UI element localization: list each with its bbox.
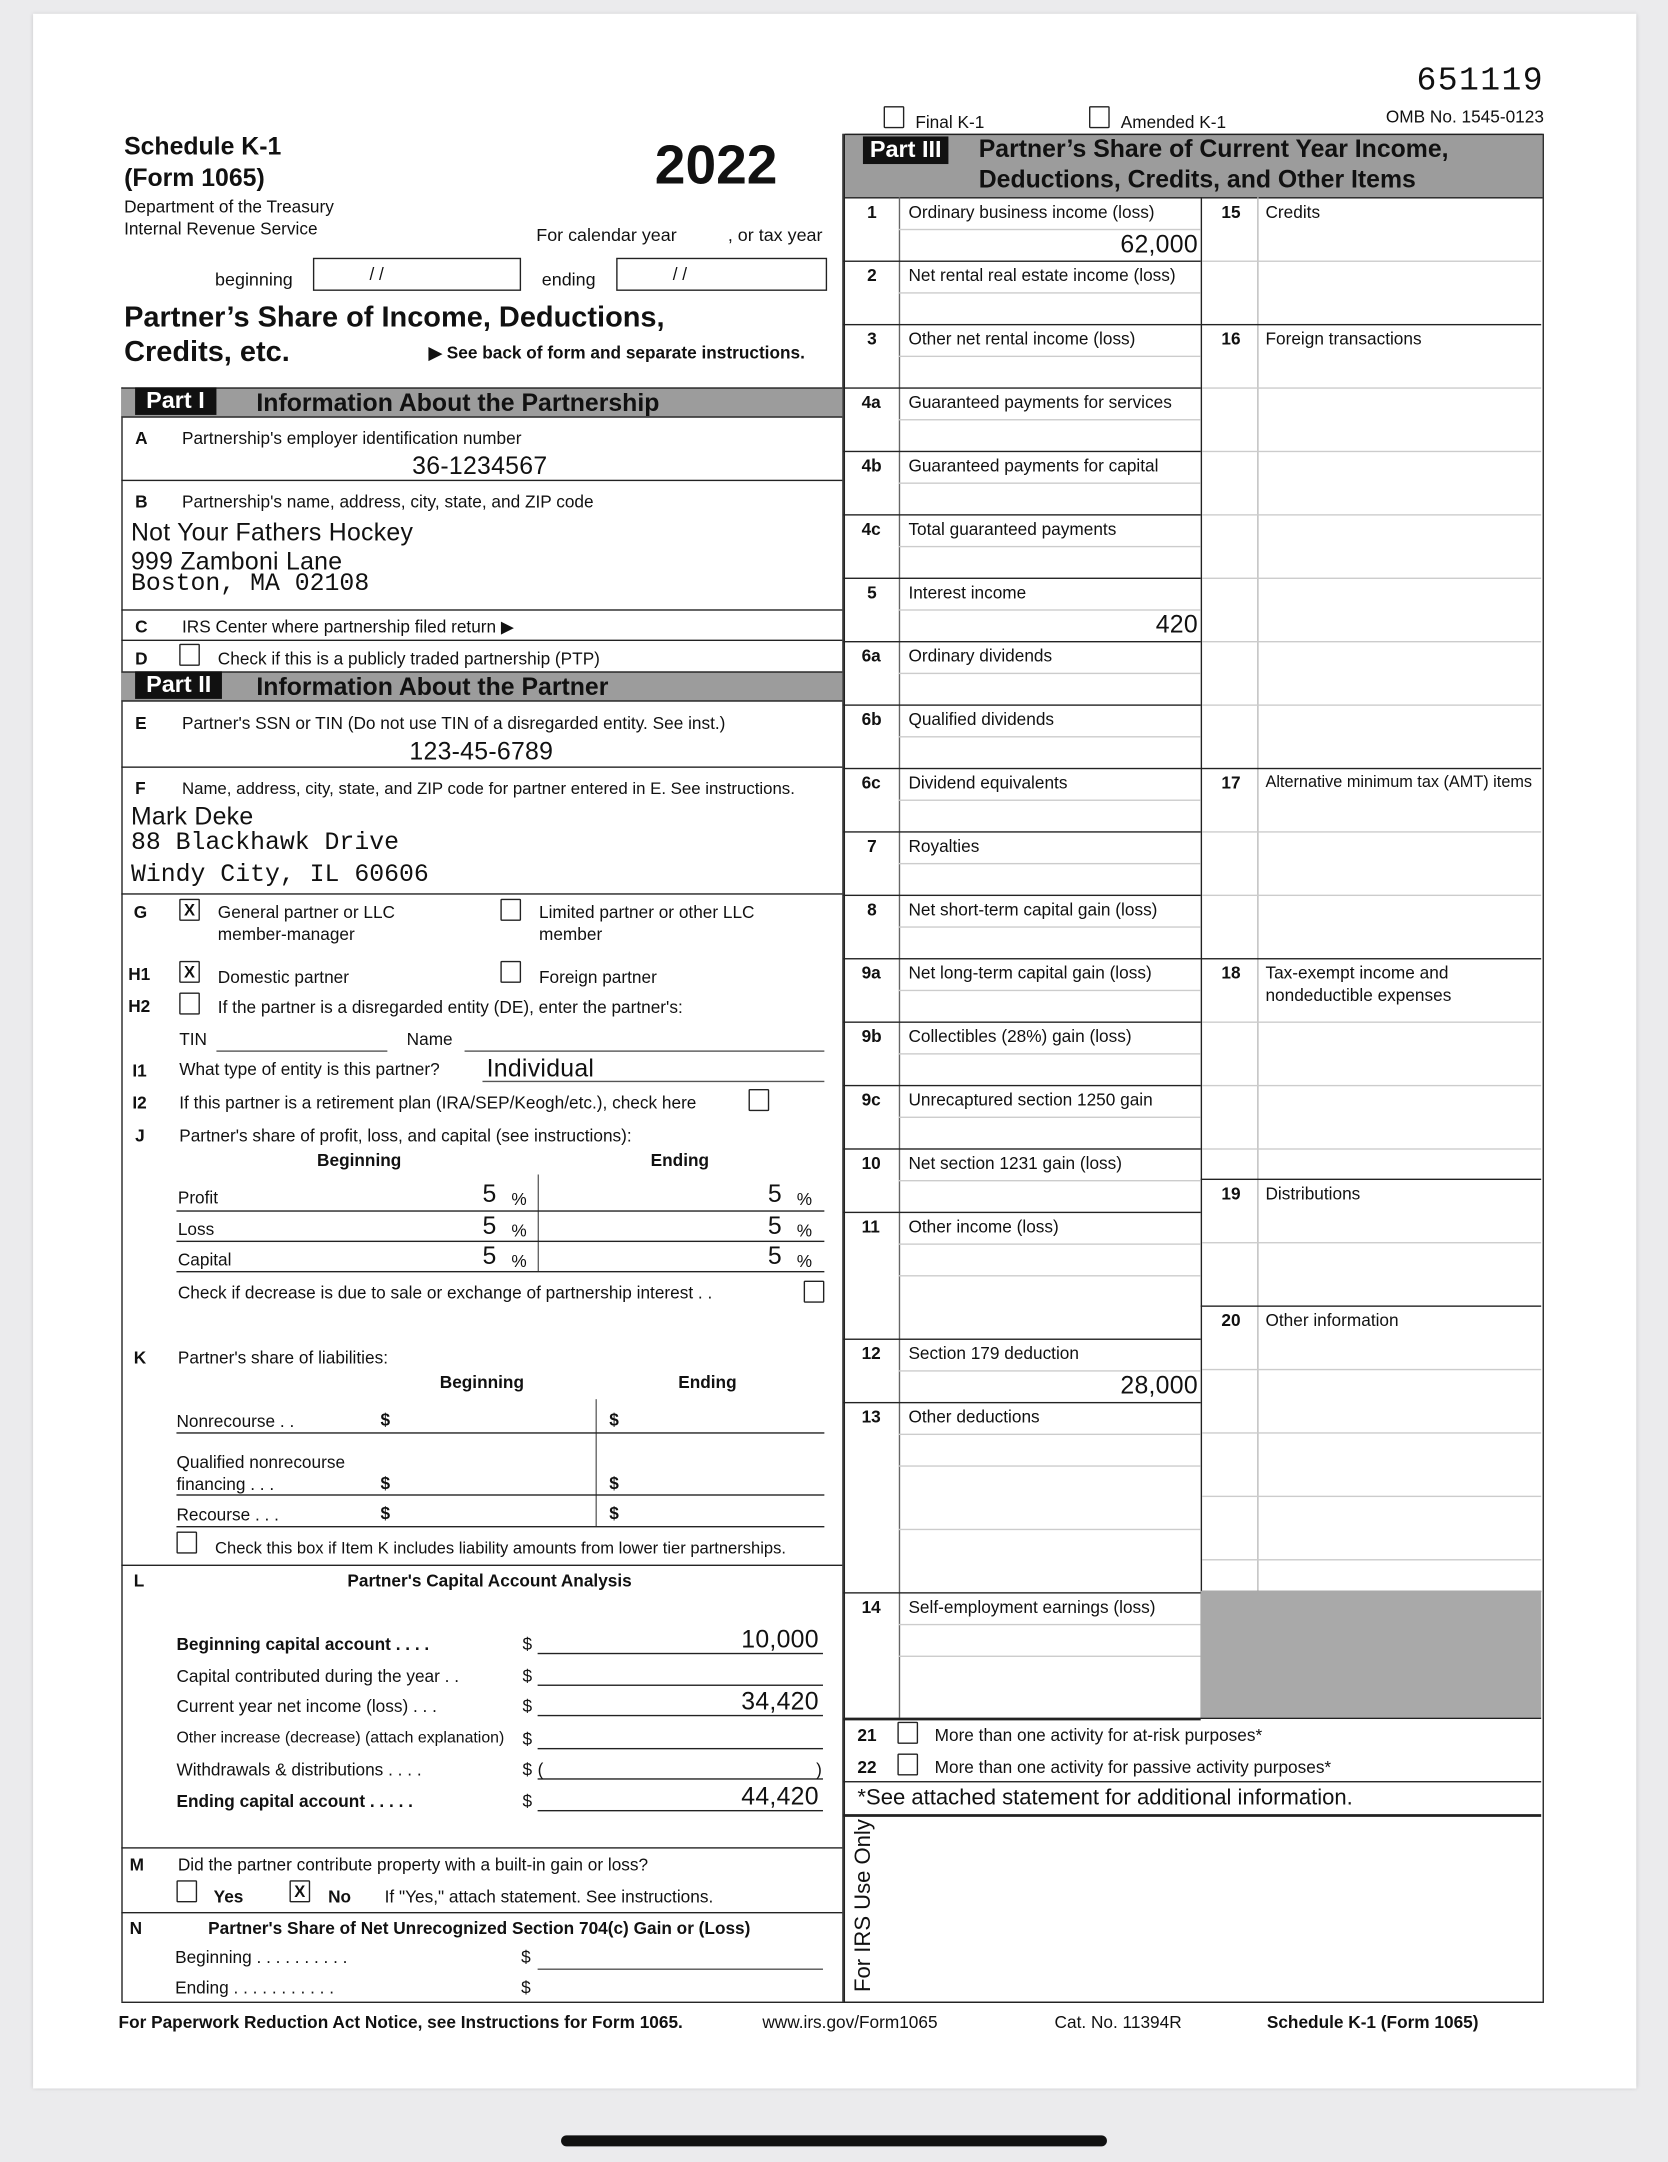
divider <box>121 609 842 610</box>
item-letter: L <box>133 1571 145 1591</box>
line-input-7[interactable] <box>902 864 1198 892</box>
line-label-6b: Qualified dividends <box>908 709 1055 730</box>
item-letter: J <box>135 1126 145 1146</box>
schedule-title: Schedule K-1 <box>124 132 282 160</box>
divider <box>844 1339 1201 1340</box>
dollar-sign: $ <box>609 1473 619 1493</box>
line-number: 9b <box>861 1026 882 1047</box>
tax-year: 2022 <box>654 135 778 196</box>
line-number: 6a <box>861 646 881 666</box>
department: Department of the Treasury <box>124 197 334 217</box>
line-input-6b[interactable] <box>902 738 1198 766</box>
dollar-sign: $ <box>521 1978 531 1998</box>
recourse-input[interactable] <box>176 1526 824 1527</box>
nonrecourse-input[interactable] <box>176 1432 824 1433</box>
line-number: 6c <box>861 773 881 793</box>
divider <box>121 640 842 641</box>
line-label-9a: Net long-term capital gain (loss) <box>908 963 1152 983</box>
704c-beginning-label: Beginning . . . . . . . . . . <box>175 1947 348 1968</box>
divider <box>844 831 1201 832</box>
beginning-capital-value[interactable]: 10,000 <box>741 1625 819 1653</box>
entity-type-label: What type of entity is this partner? <box>179 1060 440 1080</box>
general-partner-checkbox[interactable]: X <box>179 899 200 921</box>
divider <box>844 451 1201 452</box>
qualified-label-2: financing . . . <box>176 1475 275 1495</box>
decrease-checkbox[interactable] <box>804 1281 825 1303</box>
underline <box>482 1081 824 1082</box>
retirement-plan-checkbox[interactable] <box>749 1089 770 1111</box>
item-letter: M <box>129 1855 144 1875</box>
704c-beginning-input[interactable] <box>538 1969 823 1970</box>
name-label: Name <box>406 1029 453 1050</box>
line-label-10: Net section 1231 gain (loss) <box>908 1153 1123 1174</box>
builtin-yes-checkbox[interactable] <box>176 1880 197 1902</box>
line-number: 7 <box>867 836 877 857</box>
line-number: 4a <box>861 392 881 413</box>
line-number: 10 <box>861 1153 881 1174</box>
builtin-note: If "Yes," attach statement. See instructions. <box>384 1887 714 1907</box>
line-number: 1 <box>867 202 877 222</box>
at-risk-checkbox[interactable] <box>897 1722 918 1744</box>
line-number: 18 <box>1221 963 1241 983</box>
item-letter: E <box>135 714 147 734</box>
line-input-9a[interactable] <box>902 991 1198 1019</box>
divider <box>844 1402 1201 1403</box>
divider <box>538 1174 539 1270</box>
dollar-sign: $ <box>522 1696 533 1717</box>
line-input-3[interactable] <box>902 357 1198 385</box>
line-label-11: Other income (loss) <box>908 1217 1059 1237</box>
liabilities-beginning-heading: Beginning <box>439 1372 524 1393</box>
line-input-15[interactable] <box>1260 230 1538 321</box>
item-letter: H2 <box>128 996 151 1016</box>
other-increase-input[interactable] <box>538 1748 823 1749</box>
lower-tier-checkbox[interactable] <box>176 1532 197 1554</box>
line-label-14: Self-employment earnings (loss) <box>908 1597 1156 1617</box>
line-input-2[interactable] <box>902 294 1198 322</box>
form-reference: Schedule K-1 (Form 1065) <box>1266 2012 1479 2032</box>
line-number: 14 <box>861 1597 881 1617</box>
line-label-4b: Guaranteed payments for capital <box>908 456 1159 476</box>
divider <box>176 1241 824 1242</box>
line-label-6a: Ordinary dividends <box>908 646 1053 666</box>
divider <box>844 578 1201 579</box>
catalog-number: Cat. No. 11394R <box>1054 2012 1182 2032</box>
percent-sign: % <box>511 1189 527 1209</box>
line-number: 13 <box>861 1407 881 1427</box>
line-number: 4b <box>861 456 882 476</box>
line-label-8: Net short-term capital gain (loss) <box>908 900 1158 920</box>
line-number: 19 <box>1221 1184 1241 1204</box>
part1-tag: Part I <box>135 387 216 415</box>
line-label-4c: Total guaranteed payments <box>908 519 1117 539</box>
ending-date-input[interactable]: / / <box>616 258 827 291</box>
dollar-sign: $ <box>521 1947 531 1968</box>
percent-sign: % <box>796 1221 813 1241</box>
divider <box>1201 958 1541 959</box>
qualified-input[interactable] <box>176 1494 824 1495</box>
line-input-9c[interactable] <box>902 1118 1198 1146</box>
divider <box>844 1021 1201 1022</box>
section-704c-title: Partner's Share of Net Unrecognized Section 704(c) Gain or (Loss) <box>208 1918 751 1939</box>
item-letter: N <box>129 1918 143 1939</box>
divider <box>1201 1179 1541 1180</box>
line-input-17[interactable] <box>1260 801 1538 955</box>
dollar-sign: $ <box>609 1503 619 1524</box>
ending-capital-input[interactable] <box>538 1810 823 1811</box>
dollar-sign: $ <box>522 1634 533 1655</box>
ptp-checkbox[interactable] <box>179 644 200 666</box>
ssn-label: Partner's SSN or TIN (Do not use TIN of a disregarded entity. See inst.) <box>181 714 726 734</box>
yes-label: Yes <box>213 1887 244 1907</box>
part1-title: Information About the Partnership <box>256 388 660 417</box>
current-year-income-value[interactable]: 34,420 <box>741 1687 819 1715</box>
line-label-7: Royalties <box>908 836 980 857</box>
item-letter: I2 <box>132 1093 147 1113</box>
capital-beginning[interactable]: 5 <box>482 1242 497 1270</box>
percent-sign: % <box>511 1251 527 1271</box>
divider <box>844 1148 1201 1149</box>
form-code: 651119 <box>1416 63 1544 101</box>
beginning-label: beginning <box>215 268 293 290</box>
line-label-4a: Guaranteed payments for services <box>908 392 1172 413</box>
capital-ending[interactable]: 5 <box>767 1242 782 1270</box>
line-number: 6b <box>861 709 882 730</box>
profit-beginning[interactable]: 5 <box>482 1180 497 1208</box>
divider <box>844 1085 1201 1086</box>
partner-address-label: Name, address, city, state, and ZIP code for partner entered in E. See instructions. <box>181 778 795 799</box>
withdrawals-label: Withdrawals & distributions . . . . <box>176 1760 422 1780</box>
line-input-10[interactable] <box>902 1181 1198 1209</box>
partnership-address-label: Partnership's name, address, city, state, and ZIP code <box>181 492 594 512</box>
irs-use-only-label: For IRS Use Only <box>851 1819 876 1992</box>
qualified-label: Qualified nonrecourse <box>176 1452 346 1473</box>
line-number: 4c <box>861 519 881 539</box>
paperwork-notice: For Paperwork Reduction Act Notice, see Instructions for Form 1065. <box>118 2012 683 2032</box>
partner-street[interactable]: 88 Blackhawk Drive <box>130 829 399 858</box>
item-letter: C <box>135 617 148 637</box>
at-risk-label: More than one activity for at-risk purposes* <box>934 1725 1263 1746</box>
foreign-partner-label: Foreign partner <box>538 967 657 988</box>
partnership-name[interactable]: Not Your Fathers Hockey <box>130 518 414 546</box>
line-input-4c[interactable] <box>902 547 1198 575</box>
beginning-capital-label: Beginning capital account . . . . <box>176 1634 430 1655</box>
percent-sign: % <box>796 1251 813 1271</box>
item-letter: I1 <box>132 1061 147 1081</box>
line-label-9c: Unrecaptured section 1250 gain <box>908 1090 1153 1110</box>
shaded-area <box>1201 1591 1541 1718</box>
percent-sign: % <box>511 1221 527 1241</box>
ending-capital-value[interactable]: 44,420 <box>741 1782 819 1810</box>
line-input-13[interactable] <box>902 1435 1198 1589</box>
domestic-partner-checkbox[interactable]: X <box>179 961 200 983</box>
divider <box>121 1565 842 1566</box>
line-label-15: Credits <box>1265 202 1321 222</box>
part2-title: Information About the Partner <box>256 672 609 701</box>
partnership-city[interactable]: Boston, MA 02108 <box>130 570 370 599</box>
line-number: 5 <box>867 583 877 603</box>
general-partner-label: General partner or LLC <box>217 902 396 923</box>
de-name-input[interactable] <box>465 1050 825 1051</box>
line-input-8[interactable] <box>902 928 1198 956</box>
tax-year-label: , or tax year <box>727 224 823 246</box>
line-number: 17 <box>1221 773 1241 793</box>
divider <box>596 1399 597 1526</box>
agency: Internal Revenue Service <box>124 219 318 239</box>
capital-contributed-label: Capital contributed during the year . . <box>176 1666 460 1686</box>
paren-open: ( <box>537 1760 544 1780</box>
no-label: No <box>328 1887 352 1907</box>
divider <box>1201 324 1541 325</box>
dollar-sign: $ <box>522 1666 533 1686</box>
line-label-5: Interest income <box>908 583 1027 603</box>
line-input-6a[interactable] <box>902 674 1198 702</box>
passive-activity-label: More than one activity for passive activity purposes* <box>934 1757 1332 1777</box>
general-partner-label-2: member-manager <box>217 924 355 945</box>
liabilities-ending-heading: Ending <box>678 1372 737 1393</box>
divider <box>176 1210 824 1211</box>
line-number: 15 <box>1221 202 1241 222</box>
line-number: 2 <box>867 266 877 286</box>
part2-tag: Part II <box>135 671 222 699</box>
share-ending-heading: Ending <box>650 1151 710 1171</box>
divider <box>1201 768 1541 769</box>
divider <box>844 704 1201 705</box>
see-back-note: ▶ See back of form and separate instructions. <box>428 343 805 363</box>
entity-type-value[interactable]: Individual <box>486 1054 595 1083</box>
withdrawals-input[interactable] <box>538 1778 823 1779</box>
retirement-plan-label: If this partner is a retirement plan (IRA/SEP/Keogh/etc.), check here <box>179 1093 697 1113</box>
disregarded-entity-checkbox[interactable] <box>179 993 200 1015</box>
item-letter: F <box>135 778 146 799</box>
amended-k1-checkbox[interactable] <box>1089 106 1110 128</box>
part3-tag: Part III <box>863 136 948 164</box>
ein-value[interactable]: 36-1234567 <box>412 452 548 480</box>
line-label-19: Distributions <box>1265 1184 1361 1204</box>
divider <box>844 641 1201 642</box>
loss-ending[interactable]: 5 <box>767 1211 782 1240</box>
dollar-sign: $ <box>609 1410 619 1430</box>
percent-sign: % <box>796 1189 813 1209</box>
partner-name[interactable]: Mark Deke <box>130 802 254 830</box>
form-title-line2: Credits, etc. <box>124 336 290 369</box>
704c-ending-label: Ending . . . . . . . . . . . <box>175 1978 335 1998</box>
divider <box>844 768 1201 769</box>
loss-beginning[interactable]: 5 <box>482 1211 497 1240</box>
divider <box>844 1781 1542 1782</box>
line-value-12[interactable]: 28,000 <box>1120 1371 1198 1400</box>
part3-title-line1: Partner’s Share of Current Year Income, <box>978 135 1449 163</box>
dollar-sign: $ <box>380 1473 391 1493</box>
partner-city[interactable]: Windy City, IL 60606 <box>130 861 429 890</box>
item-letter: H1 <box>128 964 151 985</box>
line-label-1: Ordinary business income (loss) <box>908 202 1155 222</box>
line-number: 16 <box>1221 329 1241 349</box>
line-input-16[interactable] <box>1260 357 1538 765</box>
share-beginning-heading: Beginning <box>317 1151 402 1171</box>
left-border <box>121 387 122 2001</box>
line-number: 8 <box>867 900 877 920</box>
line-label-17: Alternative minimum tax (AMT) items <box>1265 771 1533 792</box>
divider <box>844 387 1201 388</box>
disregarded-entity-label: If the partner is a disregarded entity (DE), enter the partner's: <box>217 998 683 1018</box>
current-year-income-input[interactable] <box>538 1715 823 1716</box>
divider <box>844 1718 1542 1719</box>
limited-partner-label: Limited partner or other LLC <box>538 902 755 923</box>
dollar-sign: $ <box>380 1410 391 1430</box>
divider <box>121 766 842 767</box>
form-number: (Form 1065) <box>124 164 265 192</box>
lower-tier-label: Check this box if Item K includes liability amounts from lower tier partnerships. <box>215 1538 786 1558</box>
amended-k1-label: Amended K-1 <box>1120 113 1227 133</box>
foreign-partner-checkbox[interactable] <box>500 961 521 983</box>
form-title-line1: Partner’s Share of Income, Deductions, <box>124 301 665 334</box>
ending-capital-label: Ending capital account . . . . . <box>176 1792 413 1812</box>
line-input-4a[interactable] <box>902 420 1198 448</box>
divider <box>1201 1305 1541 1306</box>
dollar-sign: $ <box>380 1503 391 1524</box>
line-label-3: Other net rental income (loss) <box>908 329 1136 349</box>
limited-partner-label-2: member <box>538 924 603 945</box>
decrease-label: Check if decrease is due to sale or exchange of partnership interest . . <box>177 1283 713 1303</box>
builtin-gain-label: Did the partner contribute property with a built-in gain or loss? <box>177 1855 649 1875</box>
line-input-4b[interactable] <box>902 484 1198 512</box>
profit-ending[interactable]: 5 <box>767 1180 782 1208</box>
limited-partner-checkbox[interactable] <box>500 899 521 921</box>
beginning-date-input[interactable]: / / <box>313 258 521 291</box>
loss-label: Loss <box>177 1219 215 1240</box>
line-number: 20 <box>1221 1310 1241 1331</box>
line-value-5[interactable]: 420 <box>1155 610 1198 639</box>
line-label-12: Section 179 deduction <box>908 1344 1079 1364</box>
line-label-16: Foreign transactions <box>1265 329 1422 349</box>
irs-center-label: IRS Center where partnership filed return ▶ <box>181 617 515 637</box>
divider <box>844 1814 1542 1817</box>
line-label-9b: Collectibles (28%) gain (loss) <box>908 1026 1132 1047</box>
ending-label: ending <box>541 268 596 290</box>
line-input-6c[interactable] <box>902 801 1198 829</box>
dollar-sign: $ <box>522 1792 533 1812</box>
item-letter: B <box>135 492 148 512</box>
line-number: 11 <box>861 1217 880 1237</box>
line-number: 9a <box>861 963 881 983</box>
divider <box>844 514 1201 515</box>
nonrecourse-label: Nonrecourse . . <box>176 1411 295 1431</box>
item-letter: A <box>135 428 148 449</box>
passive-activity-checkbox[interactable] <box>897 1753 918 1775</box>
line-input-11[interactable] <box>902 1245 1198 1336</box>
divider <box>121 1912 842 1913</box>
divider <box>844 1719 1201 1720</box>
partnership-street[interactable]: 999 Zamboni Lane <box>130 547 343 575</box>
divider <box>844 1212 1201 1213</box>
divider <box>121 480 842 481</box>
line-label-18-2: nondeductible expenses <box>1265 985 1452 1005</box>
divider <box>844 958 1201 959</box>
attached-statement-note: *See attached statement for additional information. <box>857 1786 1353 1810</box>
tin-label: TIN <box>179 1029 207 1050</box>
beginning-capital-input[interactable] <box>538 1653 823 1654</box>
divider <box>176 1271 824 1272</box>
tin-input[interactable] <box>216 1050 387 1051</box>
current-year-income-label: Current year net income (loss) . . . <box>176 1696 437 1717</box>
line-input-19[interactable] <box>1260 1212 1538 1303</box>
final-k1-checkbox[interactable] <box>884 106 905 128</box>
part3-title-line2: Deductions, Credits, and Other Items <box>978 165 1416 193</box>
dollar-sign: $ <box>522 1730 533 1750</box>
item-letter: D <box>135 649 148 669</box>
liabilities-label: Partner's share of liabilities: <box>177 1348 389 1368</box>
line-label-13: Other deductions <box>908 1407 1040 1427</box>
dollar-sign: $ <box>522 1760 533 1780</box>
divider <box>844 895 1201 896</box>
final-k1-label: Final K-1 <box>915 113 985 133</box>
line-number: 12 <box>861 1344 881 1364</box>
line-input-9b[interactable] <box>902 1055 1198 1083</box>
divider <box>121 893 842 894</box>
builtin-no-checkbox[interactable]: X <box>289 1880 310 1902</box>
line-label-20: Other information <box>1265 1310 1399 1331</box>
domestic-partner-label: Domestic partner <box>217 967 350 988</box>
divider <box>844 261 1201 262</box>
line-input-14[interactable] <box>902 1625 1198 1716</box>
home-indicator[interactable] <box>561 2135 1107 2146</box>
line-input-18[interactable] <box>1260 991 1538 1176</box>
ptp-label: Check if this is a publicly traded partnership (PTP) <box>217 649 600 669</box>
divider <box>844 324 1201 325</box>
line-input-20[interactable] <box>1260 1339 1538 1589</box>
line-label-18: Tax-exempt income and <box>1265 963 1449 983</box>
other-increase-label: Other increase (decrease) (attach explanation) <box>176 1730 505 1747</box>
divider <box>844 1592 1201 1593</box>
line-number: 21 <box>857 1725 877 1746</box>
profit-label: Profit <box>177 1188 219 1208</box>
capital-contributed-input[interactable] <box>538 1685 823 1686</box>
line-value-1[interactable]: 62,000 <box>1120 230 1198 258</box>
capital-account-title: Partner's Capital Account Analysis <box>347 1571 632 1591</box>
irs-url[interactable]: www.irs.gov/Form1065 <box>762 2012 938 2032</box>
line-label-6c: Dividend equivalents <box>908 773 1068 793</box>
paren-close: ) <box>816 1760 822 1780</box>
recourse-label: Recourse . . . <box>176 1505 279 1525</box>
divider <box>121 1847 842 1848</box>
line-number: 22 <box>857 1757 877 1777</box>
line-number: 3 <box>867 329 877 349</box>
item-letter: K <box>133 1348 147 1368</box>
ssn-value[interactable]: 123-45-6789 <box>409 737 554 766</box>
calendar-year-label: For calendar year <box>536 224 677 246</box>
share-label: Partner's share of profit, loss, and capital (see instructions): <box>179 1126 632 1146</box>
ein-label: Partnership's employer identification number <box>181 428 522 449</box>
line-label-2: Net rental real estate income (loss) <box>908 266 1176 286</box>
line-number: 9c <box>861 1090 881 1110</box>
capital-label: Capital <box>177 1250 232 1270</box>
omb-number: OMB No. 1545-0123 <box>1385 107 1544 127</box>
item-letter: G <box>133 902 148 923</box>
